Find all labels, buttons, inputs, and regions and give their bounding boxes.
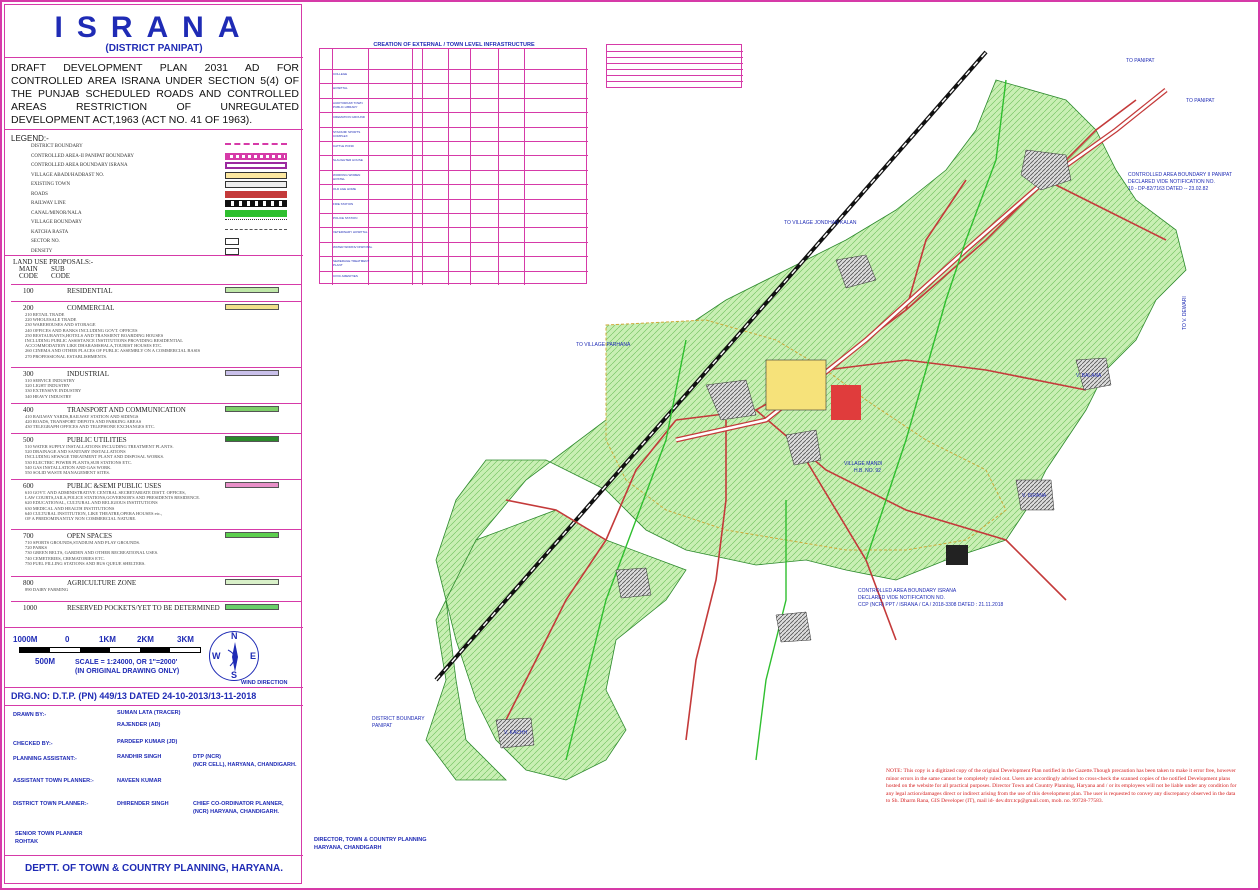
label-to-panipat: TO PANIPAT	[1186, 98, 1215, 104]
legend-symbol-icon	[225, 210, 287, 217]
scale-tick: 0	[65, 635, 70, 644]
table-row-category: CATTLE POND	[333, 144, 354, 148]
legend-symbol-icon	[225, 229, 287, 236]
wind-rose-icon	[210, 632, 260, 682]
drawn-by-name: SUMAN LATA (TRACER)	[117, 710, 181, 716]
legend-item-label: KATCHA RASTA	[31, 229, 69, 235]
label-panipat: PANIPAT	[372, 723, 393, 729]
label-v-kachh: V. KACHH	[504, 730, 528, 736]
zone-swatch-icon	[225, 579, 279, 585]
land-use-zone	[11, 301, 301, 367]
legend-symbol-icon	[225, 200, 287, 207]
label-to-jondhan: TO VILLAGE JONDHAN KALAN	[784, 220, 857, 226]
label-v-mandi-hb: H.B. NO. 92	[854, 468, 881, 474]
sector-block	[766, 360, 826, 410]
zone-sub-code: 430 TELEGRAPH OFFICES AND TELEPHONE EXCHANGES ETC.	[25, 424, 155, 430]
land-use-zone	[11, 284, 301, 301]
zone-sub-code: 240 OFFICES AND BANKS INCLUDING GOVT. OFFICES	[25, 327, 138, 333]
stp-label: SENIOR TOWN PLANNER	[15, 831, 83, 837]
zone-sub-code: 620 EDUCATIONAL, CULTURAL AND RELIGIOUS INSTITUTIONS	[25, 500, 158, 506]
director-office: HARYANA, CHANDIGARH	[314, 845, 382, 851]
label-ca-israna-notification: DECLARED VIDE NOTIFICATION NO.	[858, 595, 945, 601]
table-row-category: CREMATION GROUND	[333, 115, 365, 120]
zone-sub-code: OF A PREDOMINANTLY NON COMMERCIAL NATURE.	[25, 516, 137, 521]
legend-item	[13, 237, 299, 247]
department-name: DEPTT. OF TOWN & COUNTRY PLANNING, HARYANA.	[25, 863, 283, 874]
zone-code: 500	[23, 436, 34, 444]
zone-swatch-icon	[225, 436, 279, 442]
table-row-category: COLLEGE	[333, 72, 348, 76]
drawing-number: DRG.NO: D.T.P. (PN) 449/13 DATED 24-10-2013/13-11-2018	[11, 691, 257, 701]
zone-swatch-icon	[225, 482, 279, 488]
legend-item-label: CONTROLLED AREA-II PANIPAT BOUNDARY	[31, 153, 135, 159]
legend-item-label: CANAL/MINOR/NALA	[31, 210, 82, 216]
scale-bar	[19, 647, 201, 653]
zone-sub-code: 890 DAIRY FARMING	[25, 587, 69, 592]
table-row-category: FIRE STATION	[333, 201, 354, 206]
land-use-zone	[11, 403, 301, 433]
label-ca-panipat-no: 10 - DP-82/7163 DATED -- 23.02.82	[1128, 186, 1209, 192]
checked-by-name: PARDEEP KUMAR (JD)	[117, 739, 178, 745]
zone-swatch-icon	[225, 287, 279, 293]
district-name: (DISTRICT PANIPAT)	[105, 43, 203, 54]
zone-name: AGRICULTURE ZONE	[67, 579, 137, 587]
plan-description: DRAFT DEVELOPMENT PLAN 2031 AD FOR CONTROLLED AREA ISRANA UNDER SECTION 5(4) OF THE PUNJAB SCHEDULED ROADS AND CONTROLLED AREAS RESTRICTION OF UNREGULATED DEVELOPMENT ACT,1963 (ACT NO. 41 OF 1963).	[11, 62, 299, 126]
label-to-panipat: TO PANIPAT	[1126, 58, 1155, 64]
table-row-category: WATER WORKS/ DISPOSAL	[333, 244, 373, 249]
atp-label: ASSISTANT TOWN PLANNER:-	[13, 778, 94, 784]
director-title: DIRECTOR, TOWN & COUNTRY PLANNING	[314, 837, 427, 843]
scale-text: SCALE = 1:24000, OR 1"=2000'	[75, 659, 178, 666]
zone-sub-code: 750 FUEL FILLING STATIONS AND BUS QUEUE SHELTERS.	[25, 560, 146, 566]
zone-code: 800	[23, 579, 34, 587]
zone-sub-code: INCLUDING PUBLIC ASSISTANCE INSTITUTIONS PROVIDING RESIDENTIAL	[25, 338, 184, 343]
legend-symbol-icon	[225, 172, 287, 179]
dtp-ncr: DTP (NCR)	[193, 754, 222, 760]
divider	[5, 255, 303, 256]
legend-item	[13, 171, 299, 181]
zone-sub-code: 530 ELECTRIC POWER PLANTS,SUB STATIONS ETC.	[25, 459, 133, 465]
chief-coordinator: CHIEF CO-ORDINATOR PLANNER,	[193, 801, 284, 807]
zone-sub-code: 250 RESTAURANTS,HOTELS AND TRANSIENT BOARDING HOUSES	[25, 332, 164, 338]
east-label: E	[250, 651, 257, 661]
scale-tick: 2KM	[137, 635, 154, 644]
legend-item	[13, 209, 299, 219]
zone-sub-code: 710 SPORTS GROUNDS,STADIUM AND PLAY GROUNDS.	[25, 540, 141, 545]
zone-sub-code: 330 EXTENSIVE INDUSTRY	[25, 388, 82, 394]
table-row-category: POLICE STATION	[333, 216, 358, 220]
zone-sub-code: ACCOMMODATION LIKE DHARAMSHALA,TOURIST HOUSES ETC.	[25, 343, 163, 349]
zone-code: 300	[23, 370, 34, 378]
zone-sub-code: LAW COURTS,JAILS,POLICE STATIONS,GOVERNOR'S AND PRESIDENTS RESIDENCE.	[25, 495, 201, 501]
label-v-balana: V. BALANA	[1076, 373, 1102, 379]
legend-item-label: VILLAGE ABADI/HADBAST NO.	[31, 172, 105, 178]
label-ca-panipat: CONTROLLED AREA BOUNDARY II PANIPAT	[1128, 172, 1233, 178]
table-row-category: CIVIC AMENITIES	[333, 273, 358, 278]
wind-direction-label: WIND DIRECTION	[241, 680, 288, 686]
land-use-zone	[11, 367, 301, 403]
legend-heading: LEGEND:-	[11, 134, 49, 143]
zone-name: PUBLIC &SEMI PUBLIC USES	[67, 482, 162, 490]
label-ca-panipat-notification: DECLARED VIDE NOTIFICATION NO.	[1128, 179, 1215, 185]
table-row-category: HOSPITAL	[333, 86, 348, 91]
zone-sub-code: 260 CINEMA AND OTHER PLACES OF PUBLIC ASSEMBLY ON A COMMERCIAL BASIS	[25, 348, 201, 354]
legend-item-label: DISTRICT BOUNDARY	[31, 144, 83, 149]
label-district-boundary: DISTRICT BOUNDARY	[372, 716, 425, 722]
land-use-zone	[11, 576, 301, 601]
legend-symbol-icon	[225, 162, 287, 169]
land-use-zone	[11, 601, 301, 627]
sub-code-header: SUB CODE	[51, 265, 71, 280]
divider	[5, 855, 303, 856]
zone-name: RESERVED POCKETS/YET TO BE DETERMINED	[67, 604, 220, 612]
zone-sub-code: 310 SERVICE INDUSTRY	[25, 378, 75, 383]
scale-tick: 1000M	[13, 635, 38, 644]
scale-note: (IN ORIGINAL DRAWING ONLY)	[75, 668, 180, 675]
zone-sub-code: 340 HEAVY INDUSTRY	[25, 393, 72, 399]
land-use-heading: LAND USE PROPOSALS:-	[13, 258, 94, 266]
stp-office: ROHTAK	[15, 839, 39, 845]
zone-sub-code: 640 CULTURAL INSTITUTION, LIKE THEATRE,OPERA HOUSES etc.,	[25, 510, 163, 516]
legend-item	[13, 218, 299, 228]
legend-symbol-icon	[225, 248, 239, 255]
label-v-israna: V. ISRANA	[1022, 493, 1047, 499]
scale-sub: 500M	[35, 657, 56, 666]
zone-code: 100	[23, 287, 34, 295]
zone-swatch-icon	[225, 370, 279, 376]
zone-sub-code: 320 LIGHT INDUSTRY	[25, 383, 70, 389]
legend-item	[13, 199, 299, 209]
table-row-category: SLAUGHTER HOUSE	[333, 158, 363, 163]
legend-item	[13, 161, 299, 171]
label-v-mandi: VILLAGE MANDI	[844, 461, 883, 467]
table-row-category: VETERINARY HOSPITAL	[333, 230, 368, 235]
zone-name: COMMERCIAL	[67, 304, 115, 312]
utility-block	[946, 545, 968, 565]
legend-item	[13, 142, 299, 152]
zone-code: 1000	[23, 604, 37, 612]
land-use-zone	[11, 479, 301, 529]
zone-sub-code: 630 MEDICAL AND HEALTH INSTITUTIONS	[25, 505, 115, 511]
zone-sub-code: 210 RETAIL TRADE	[25, 312, 65, 317]
zone-name: PUBLIC UTILITIES	[67, 436, 127, 444]
zone-sub-code: 220 WHOLESALE TRADE	[25, 317, 77, 323]
zone-sub-code: 540 GAS INSTALLATION AND GAS WORK.	[25, 464, 112, 470]
checked-by-label: CHECKED BY:-	[13, 741, 53, 747]
title-panel	[4, 4, 302, 884]
land-use-zone	[11, 433, 301, 479]
director-block	[314, 836, 427, 852]
legend-item-label: CONTROLLED AREA BOUNDARY ISRANA	[31, 163, 128, 168]
table-row-category: SEWERAGE TREATMENT PLANT	[333, 259, 370, 268]
drawn-by-name: RAJENDER (AD)	[117, 722, 161, 728]
legend-item-label: RAILWAY LINE	[31, 201, 66, 206]
south-label: S	[231, 670, 238, 680]
zone-sub-code: 610 GOVT. AND ADMINISTRATIVE CENTRAL SECRETARIATE DISTT. OFFICES,	[25, 490, 186, 495]
divider	[5, 687, 303, 688]
dtp-label: DISTRICT TOWN PLANNER:-	[13, 801, 89, 807]
legend-item	[13, 228, 299, 238]
legend-symbol-icon	[225, 219, 287, 226]
legend-item-label: SECTOR NO.	[31, 239, 60, 244]
zone-sub-code: 230 WAREHOUSES AND STORAGE	[25, 322, 96, 328]
land-use-columns	[19, 265, 71, 280]
planning-assistant-label: PLANNING ASSISTANT:-	[13, 756, 77, 762]
label-ca-israna: CONTROLLED AREA BOUNDARY ISRANA	[858, 588, 957, 594]
legend-symbol-icon	[225, 238, 239, 245]
zone-sub-code: 410 RAILWAY YARDS,RAILWAY STATION AND SIDINGS	[25, 414, 139, 419]
table-row-category: AUDITORIUM/ TOWN PUBLIC LIBRARY	[333, 100, 363, 109]
table-row-category: WORKING WOMEN HOSTEL	[333, 172, 361, 181]
zone-swatch-icon	[225, 604, 279, 610]
zone-sub-code: 730 GREEN BELTS, GARDEN AND OTHER RECREATIONAL USES.	[25, 550, 159, 556]
legend-symbol-icon	[225, 191, 287, 198]
zone-name: TRANSPORT AND COMMUNICATION	[67, 406, 186, 414]
zone-code: 600	[23, 482, 34, 490]
scale-tick: 3KM	[177, 635, 194, 644]
zone-name: RESIDENTIAL	[67, 287, 113, 295]
zone-swatch-icon	[225, 532, 279, 538]
legend-item-label: DENSITY	[31, 248, 53, 254]
legend-symbol-icon	[225, 153, 287, 160]
table-row-category: OLD AGE HOME	[333, 187, 357, 192]
disclaimer-note: NOTE: This copy is a digitized copy of the original Development Plan notified in the Gazette.Though precaution has been taken to make it error free, however minor errors in the same cannot be completely ruled out. Users are accordingly advised to cross-check the scanned copies of the notified Development plans hosted on the website for all practical purposes. Director Town and Country Planning, Haryana and / or its employees will not be liable under any condition for any legal action/damages direct or indirect arising from the use of this development plan. The user is requested to convey any discrepancy observed in the data to Sh. Dharm Rana, GIS Developer (IT), mail id- dev.dtrr.tcp@gmail.com, mob. no. 99728-77583.	[886, 768, 1237, 804]
divider	[5, 129, 303, 130]
main-code-header: MAIN CODE	[19, 265, 39, 280]
atp-name: NAVEEN KUMAR	[117, 778, 162, 784]
zone-name: INDUSTRIAL	[67, 370, 109, 378]
land-use-zone	[11, 529, 301, 576]
legend-item	[13, 190, 299, 200]
divider	[5, 705, 303, 706]
zone-sub-code: 420 ROADS, TRANSPORT DEPOTS AND PARKING AREAS	[25, 419, 142, 425]
divider	[5, 627, 303, 628]
west-label: W	[212, 651, 221, 661]
zone-swatch-icon	[225, 406, 279, 412]
legend-symbol-icon	[225, 143, 287, 150]
label-to-parhana: TO VILLAGE PARHANA	[576, 342, 631, 348]
chief-coordinator-office: (NCR) HARYANA, CHANDIGARH.	[193, 809, 280, 815]
dtp-name: DHIRENDER SINGH	[117, 801, 169, 807]
infra-table-title: CREATION OF EXTERNAL / TOWN LEVEL INFRASTRUCTURE	[373, 42, 535, 48]
north-label: N	[231, 631, 238, 641]
zone-sub-code: 510 WATER SUPPLY INSTALLATIONS INCLUDING TREATMENT PLANTS.	[25, 444, 174, 449]
drawn-by-label: DRAWN BY:-	[13, 712, 47, 718]
zone-swatch-icon	[225, 304, 279, 310]
label-ca-israna-no: CCP (NCR) PPT / ISRANA / CA / 2018-3308 DATED : 21.11.2018	[858, 602, 1004, 608]
zone-sub-code: INCLUDING SEWAGE TREATMENT PLANT AND DISPOSAL WORKS.	[25, 454, 165, 460]
north-arrow-icon	[209, 631, 259, 681]
plan-title: ISRANA	[54, 11, 254, 44]
red-block	[831, 385, 861, 420]
label-to-dewari: TO V. DEWARI	[1182, 296, 1188, 330]
development-plan-map	[306, 40, 1254, 800]
legend-item-label: EXISTING TOWN	[31, 182, 71, 187]
zone-code: 700	[23, 532, 34, 540]
zone-sub-code: 550 SOLID WASTE MANAGEMENT SITES.	[25, 470, 110, 475]
zone-name: OPEN SPACES	[67, 532, 113, 540]
table-row-category: STADIUM/ SPORTS COMPLEX	[333, 129, 361, 138]
zone-sub-code: 720 PARKS	[25, 545, 47, 551]
legend-symbol-icon	[225, 181, 287, 188]
legend-item-label: VILLAGE BOUNDARY	[31, 220, 82, 225]
legend-item	[13, 180, 299, 190]
zone-sub-code: 270 PROFESSIONAL ESTABLISHMENTS.	[25, 353, 108, 359]
scale-tick: 1KM	[99, 635, 116, 644]
planning-assistant-name: RANDHIR SINGH	[117, 754, 162, 760]
legend-item	[13, 152, 299, 162]
zone-sub-code: 740 CEMETERIES, CREMATORIES ETC.	[25, 555, 105, 561]
zone-code: 400	[23, 406, 34, 414]
zone-code: 200	[23, 304, 34, 312]
dtp-ncr-office: (NCR CELL), HARYANA, CHANDIGARH.	[193, 762, 297, 768]
zone-sub-code: 520 DRAINAGE AND SANITARY INSTALLATIONS	[25, 449, 126, 455]
divider	[5, 57, 303, 58]
legend-item-label: ROADS	[31, 191, 48, 197]
